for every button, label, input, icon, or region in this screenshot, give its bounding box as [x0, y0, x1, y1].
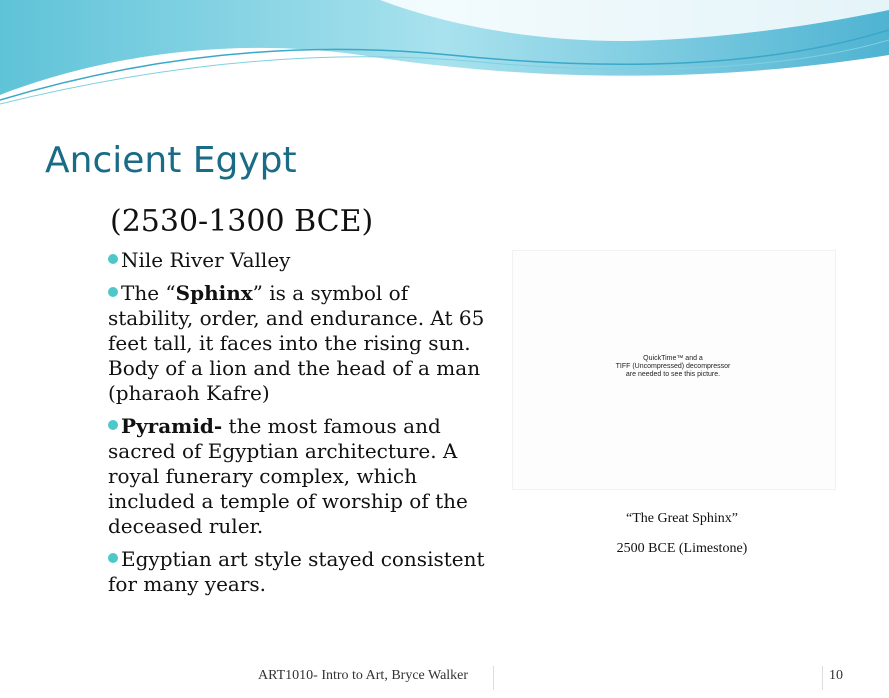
bullet-dot-icon [108, 553, 118, 563]
footer-course-text: ART1010- Intro to Art, Bryce Walker [258, 668, 469, 683]
placeholder-line: are needed to see this picture. [625, 371, 721, 378]
bullet-item [108, 281, 493, 406]
bullet-text: The “ [121, 281, 176, 305]
bullet-item [108, 414, 493, 539]
bullet-text: Egyptian art style stayed consistent for many years. [108, 547, 485, 596]
bullet-dot-icon [108, 420, 118, 430]
bullet-text: Nile River Valley [121, 248, 291, 272]
header-wave-decoration [0, 0, 889, 110]
footer-divider [493, 666, 494, 690]
picture-caption-date: 2500 BCE (Limestone) [616, 541, 748, 556]
date-range-subtitle: (2530-1300 BCE) [110, 204, 374, 239]
slide-title: Ancient Egypt [45, 140, 297, 181]
placeholder-line: TIFF (Uncompressed) decompressor [615, 363, 731, 370]
bullet-item [108, 547, 493, 597]
bullet-item [108, 248, 493, 273]
bullet-text: ” is a symbol of stability, order, and endurance. At 65 feet tall, it faces into the rising sun. Body of a lion and the head of a man (pharaoh Kafre) [108, 281, 485, 405]
bullet-dot-icon [108, 254, 118, 264]
missing-picture-placeholder [512, 250, 836, 490]
bullet-list [108, 248, 493, 605]
footer-divider [822, 666, 823, 690]
bullet-bold-term: Pyramid- [121, 414, 223, 438]
bullet-dot-icon [108, 287, 118, 297]
bullet-bold-term: Sphinx [175, 281, 253, 305]
placeholder-line: QuickTime™ and a [643, 355, 703, 362]
picture-caption-title: “The Great Sphinx” [626, 511, 738, 526]
placeholder-text [603, 355, 743, 379]
bullet-text: the most famous and sacred of Egyptian architecture. A royal funerary complex, which included a temple of worship of the deceased ruler. [108, 414, 468, 538]
slide-number: 10 [829, 668, 843, 683]
